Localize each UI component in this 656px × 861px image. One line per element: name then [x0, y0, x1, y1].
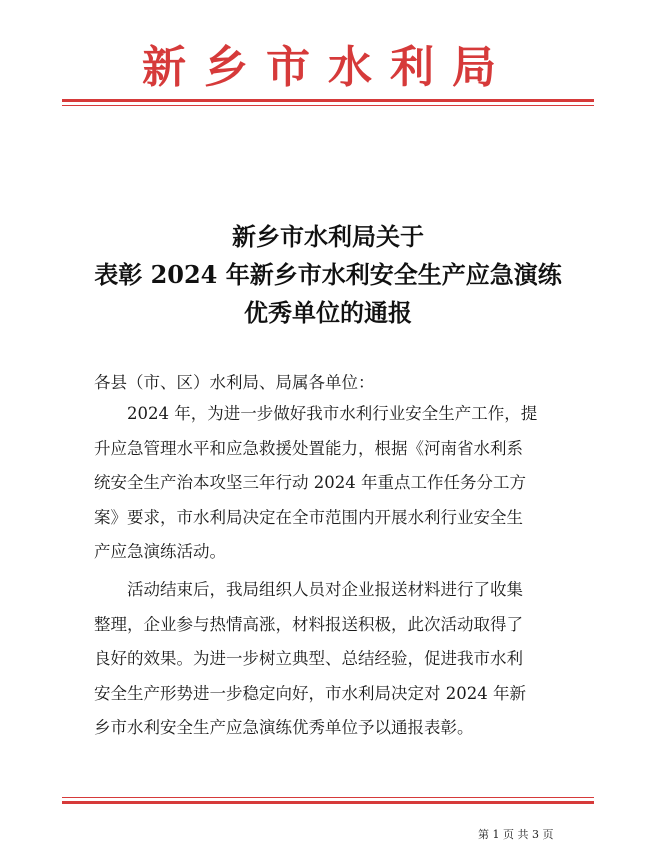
letterhead-rule-thin — [62, 105, 594, 106]
footer-rule-thick — [62, 801, 594, 804]
paragraph-line: 安全生产形势进一步稳定向好，市水利局决定对 2024 年新 — [94, 683, 526, 703]
document-title — [0, 218, 656, 332]
paragraph-line: 活动结束后，我局组织人员对企业报送材料进行了收集 — [127, 580, 523, 599]
letterhead-org-name: 新乡市水利局 — [142, 42, 514, 93]
paragraph-line: 整理，企业参与热情高涨，材料报送积极，此次活动取得了 — [94, 614, 523, 634]
paragraph-line: 2024 年，为进一步做好我市水利行业安全生产工作，提 — [127, 404, 538, 423]
letterhead-rule-thick — [62, 99, 594, 102]
paragraph-line: 良好的效果。为进一步树立典型、总结经验，促进我市水利 — [94, 649, 523, 668]
title-line-2: 表彰 2024 年新乡市水利安全生产应急演练 — [94, 260, 562, 289]
footer-rule-thin — [62, 797, 594, 798]
paragraph-line: 乡市水利安全生产应急演练优秀单位予以通报表彰。 — [94, 718, 474, 737]
page-number: 第 1 页 共 3 页 — [478, 828, 554, 841]
paragraph-1 — [94, 397, 572, 570]
paragraph-line: 案》要求，市水利局决定在全市范围内开展水利行业安全生 — [94, 507, 523, 527]
title-line-1: 新乡市水利局关于 — [232, 222, 424, 251]
title-line-3: 优秀单位的通报 — [244, 298, 412, 327]
paragraph-line: 升应急管理水平和应急救援处置能力，根据《河南省水利系 — [94, 438, 523, 458]
paragraph-line: 统安全生产治本攻坚三年行动 2024 年重点工作任务分工方 — [94, 473, 526, 492]
paragraph-2 — [94, 573, 572, 746]
addressee: 各县（市、区）水利局、局属各单位： — [94, 373, 375, 392]
paragraph-line: 产应急演练活动。 — [94, 542, 226, 561]
